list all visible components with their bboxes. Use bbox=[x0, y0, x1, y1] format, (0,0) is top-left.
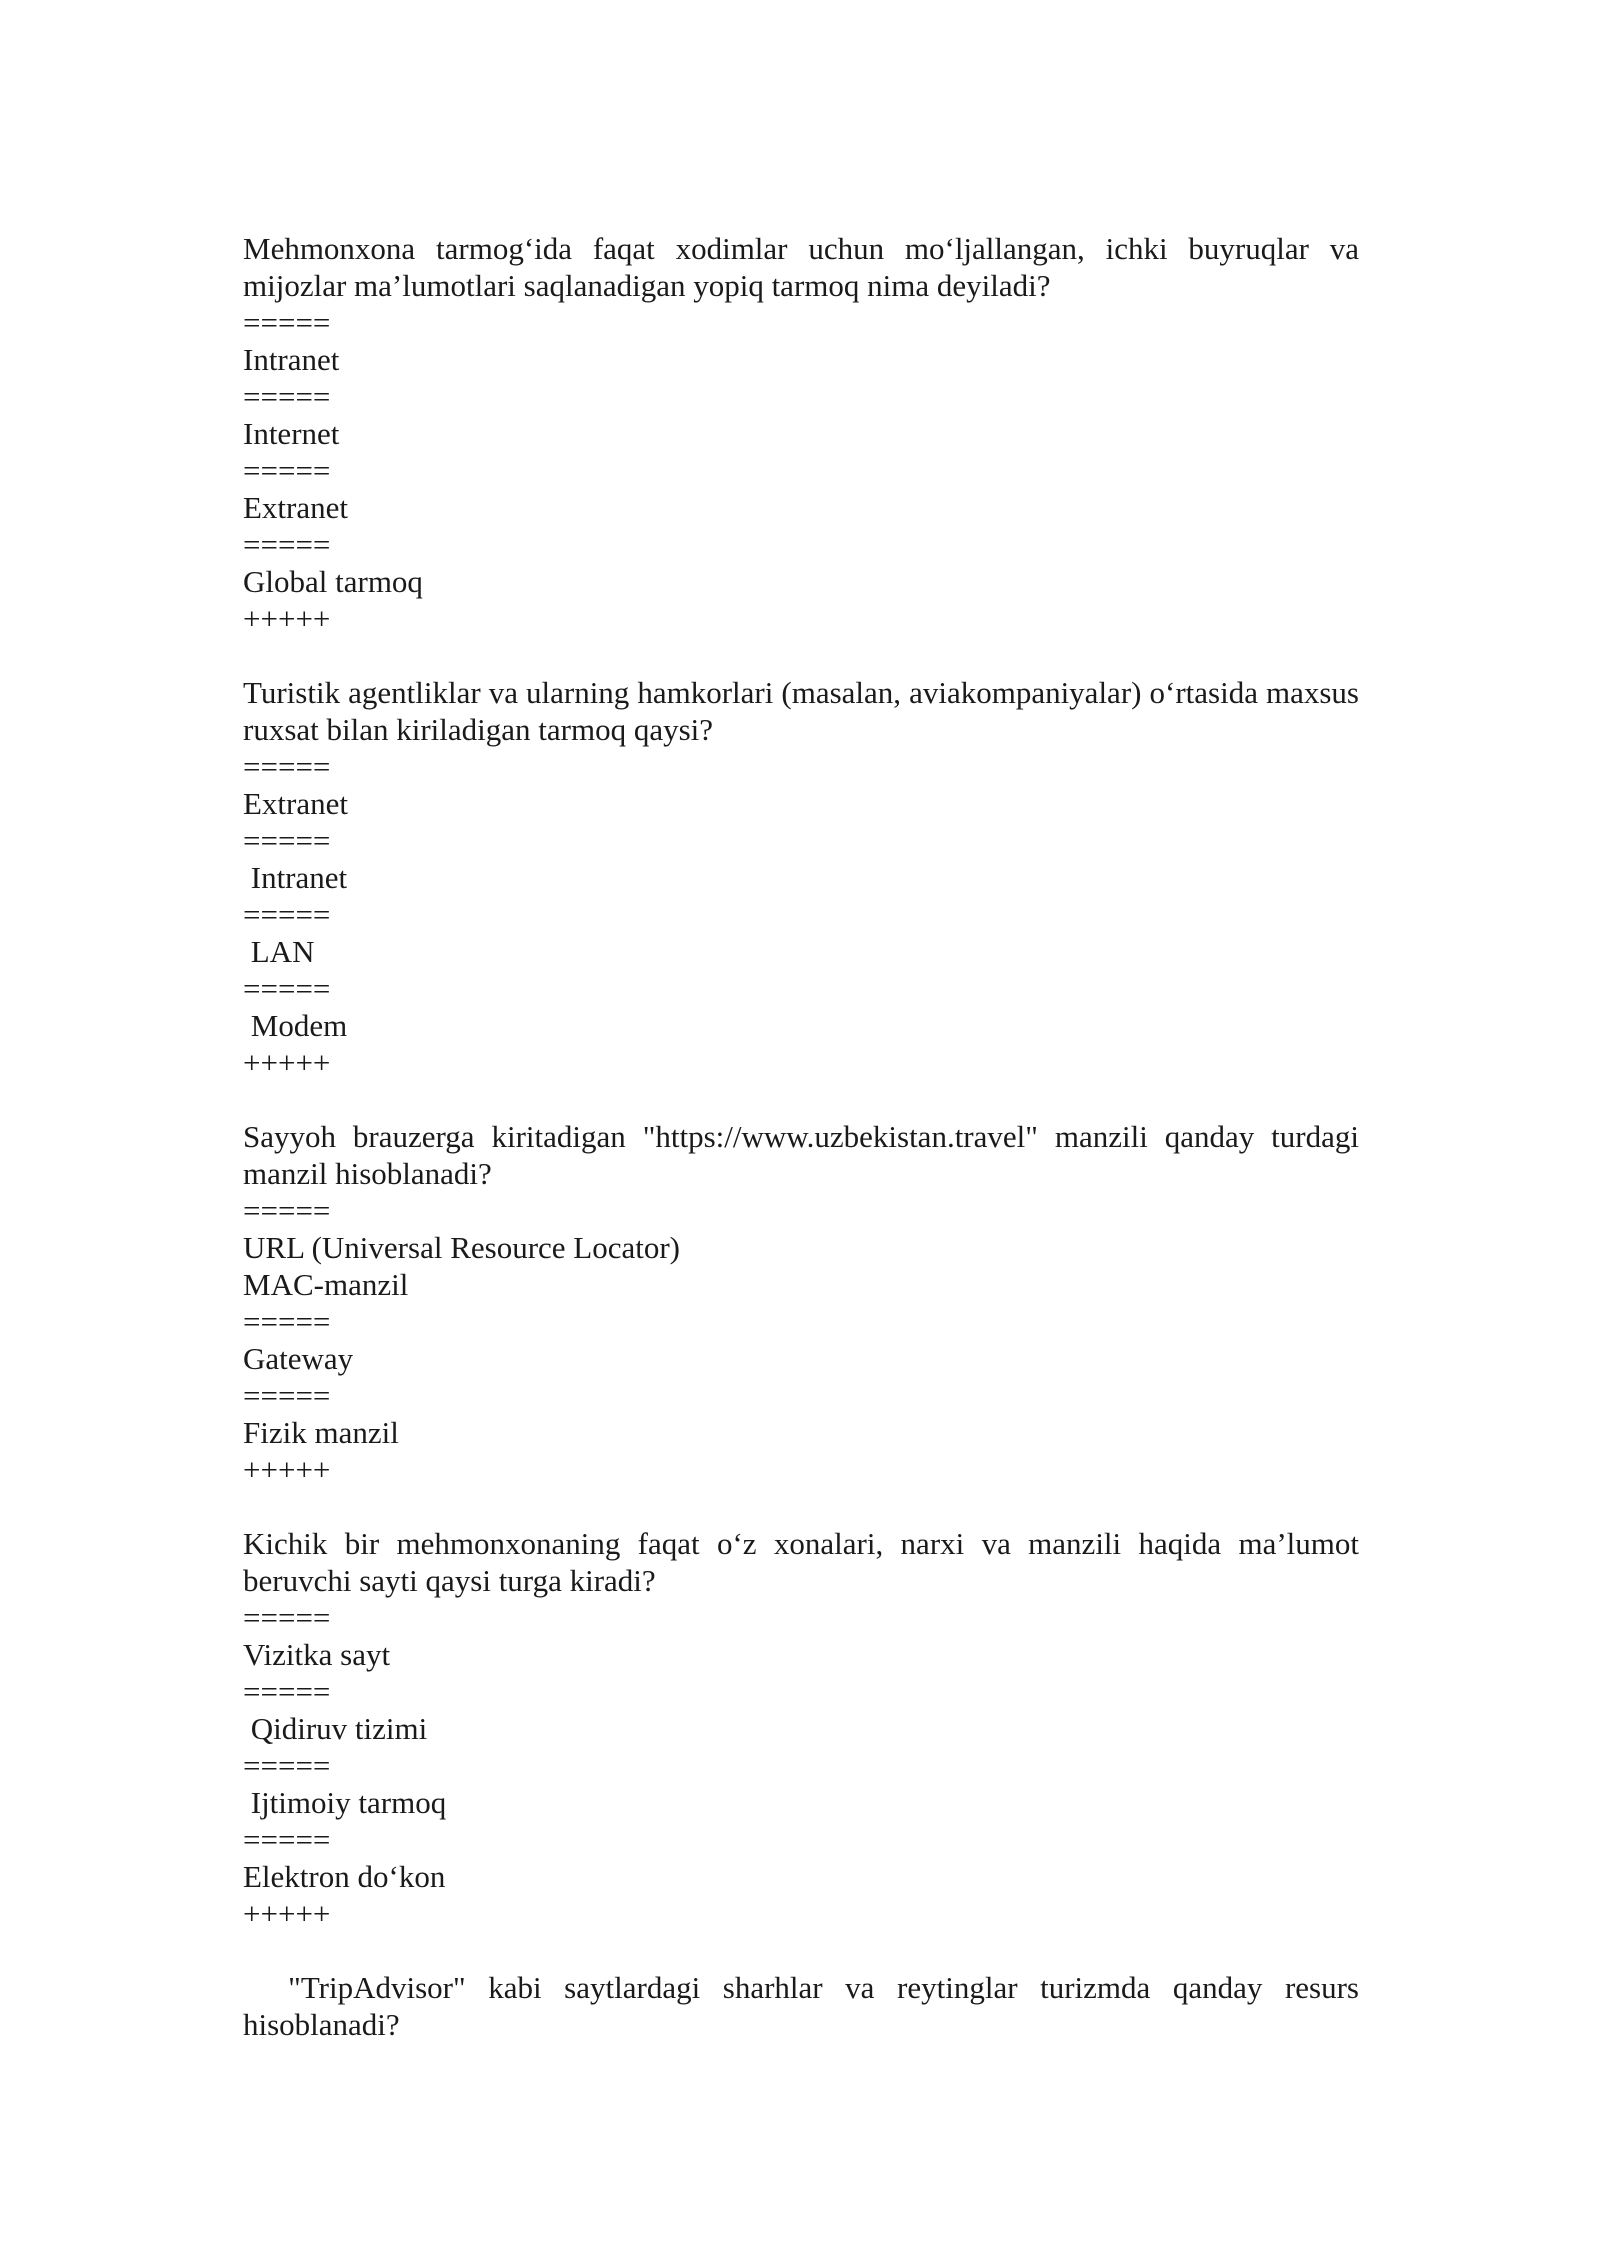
answer-option: Extranet bbox=[243, 786, 349, 821]
separator-line: ===== bbox=[243, 379, 331, 414]
block-spacer bbox=[243, 1488, 1359, 1525]
answer-option: LAN bbox=[243, 934, 315, 969]
separator-line: ===== bbox=[243, 1748, 331, 1783]
question-text: Kichik bir mehmonxonaning faqat o‘z xonalari, narxi va manzili haqida ma’lumot beruvchi sayti qaysi turga kiradi? bbox=[243, 1526, 1359, 1598]
separator-line: ===== bbox=[243, 305, 331, 340]
separator-line: ===== bbox=[243, 897, 331, 932]
separator-line: ===== bbox=[243, 1822, 331, 1857]
end-marker: +++++ bbox=[243, 1452, 331, 1487]
answer-option: Qidiruv tizimi bbox=[243, 1711, 428, 1746]
question-text: Turistik agentliklar va ularning hamkorlari (masalan, aviakompaniyalar) o‘rtasida maxsus ruxsat bilan kiriladigan tarmoq qaysi? bbox=[243, 675, 1359, 747]
answer-option: Gateway bbox=[243, 1341, 354, 1376]
end-marker: +++++ bbox=[243, 1896, 331, 1931]
block-spacer bbox=[243, 1932, 1359, 1969]
question-text: Mehmonxona tarmog‘ida faqat xodimlar uchun mo‘ljallangan, ichki buyruqlar va mijozlar ma’lumotlari saqlanadigan yopiq tarmoq nima deyiladi? bbox=[243, 231, 1359, 303]
answer-option: Global tarmoq bbox=[243, 564, 423, 599]
separator-line: ===== bbox=[243, 971, 331, 1006]
question-block-5 bbox=[243, 1969, 1367, 2043]
question-block-3 bbox=[243, 1118, 1359, 1488]
end-marker: +++++ bbox=[243, 1045, 331, 1080]
answer-option: Intranet bbox=[243, 860, 348, 895]
question-block-4 bbox=[243, 1525, 1359, 1932]
separator-line: ===== bbox=[243, 527, 331, 562]
answer-option: MAC-manzil bbox=[243, 1267, 409, 1302]
answer-option: Vizitka sayt bbox=[243, 1637, 391, 1672]
separator-line: ===== bbox=[243, 453, 331, 488]
answer-option: Extranet bbox=[243, 490, 349, 525]
block-spacer bbox=[243, 1081, 1359, 1118]
separator-line: ===== bbox=[243, 1304, 331, 1339]
answer-option: Modem bbox=[243, 1008, 348, 1043]
question-text: "TripAdvisor" kabi saytlardagi sharhlar va reytinglar turizmda qanday resurs hisoblanadi? bbox=[243, 1970, 1367, 2042]
question-block-1 bbox=[243, 230, 1359, 637]
answer-option: Intranet bbox=[243, 342, 340, 377]
question-text: Sayyoh brauzerga kiritadigan "https://www.uzbekistan.travel" manzili qanday turdagi manzil hisoblanadi? bbox=[243, 1119, 1359, 1191]
document-content bbox=[243, 230, 1367, 2043]
separator-line: ===== bbox=[243, 1600, 331, 1635]
separator-line: ===== bbox=[243, 823, 331, 858]
question-block-2 bbox=[243, 674, 1359, 1081]
separator-line: ===== bbox=[243, 749, 331, 784]
answer-option: Ijtimoiy tarmoq bbox=[243, 1785, 447, 1820]
block-spacer bbox=[243, 637, 1359, 674]
answer-option: Internet bbox=[243, 416, 340, 451]
answer-option: URL (Universal Resource Locator) bbox=[243, 1230, 680, 1265]
separator-line: ===== bbox=[243, 1674, 331, 1709]
answer-option: Fizik manzil bbox=[243, 1415, 399, 1450]
separator-line: ===== bbox=[243, 1193, 331, 1228]
answer-option: Elektron do‘kon bbox=[243, 1859, 446, 1894]
end-marker: +++++ bbox=[243, 601, 331, 636]
separator-line: ===== bbox=[243, 1378, 331, 1413]
